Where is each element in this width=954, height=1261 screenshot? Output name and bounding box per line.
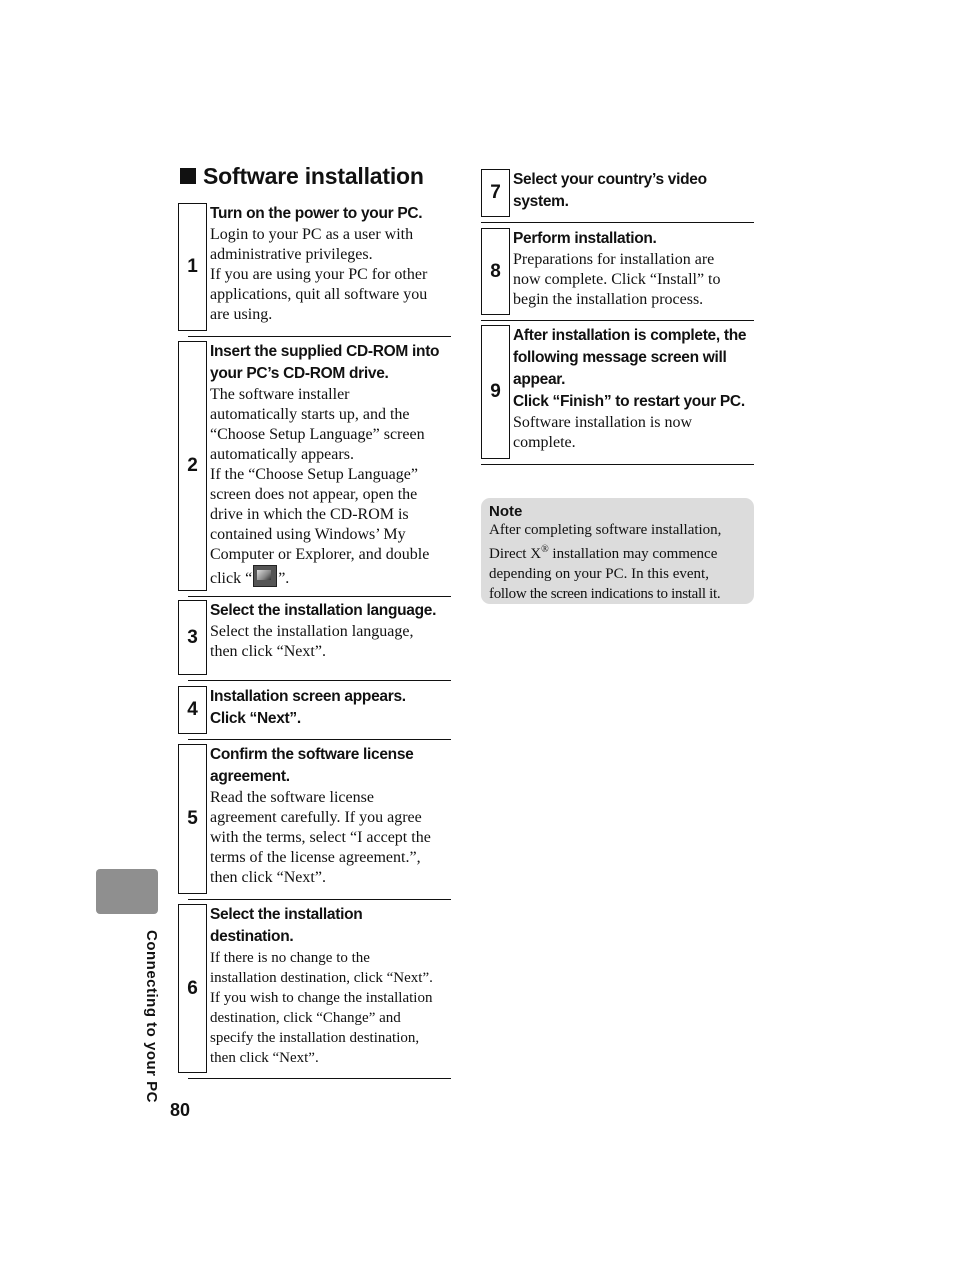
step-8 (481, 228, 754, 315)
section-label: Connecting to your PC (143, 930, 160, 1103)
step-heading: Confirm the software license agreement. (210, 746, 414, 785)
note-box (481, 498, 754, 604)
step-heading: Perform installation. (513, 230, 657, 247)
divider (481, 222, 754, 223)
step-7 (481, 169, 754, 217)
step-body: If there is no change to the installation destination, click “Next”. If you wish to change the installation destination, click “Change” and specify the installation destination, then click “Next”. (210, 950, 433, 1066)
step-body: Preparations for installation are now complete. Click “Install” to begin the installation process. (513, 251, 721, 308)
section-tab (96, 869, 158, 914)
step-number: 1 (178, 203, 207, 331)
step-1 (178, 203, 451, 331)
cd-drive-icon (253, 565, 277, 587)
step-heading: Insert the supplied CD-ROM into your PC’s CD-ROM drive. (210, 343, 440, 382)
step-number: 8 (481, 228, 510, 315)
page-title: Software installation (180, 160, 424, 192)
step-heading: Select the installation destination. (210, 906, 363, 945)
divider (188, 596, 451, 597)
step-body: Select the installation language, then click “Next”. (210, 623, 414, 660)
step-heading: Select the installation language. (210, 602, 437, 619)
divider (188, 680, 451, 681)
step-5 (178, 744, 451, 894)
step-3 (178, 600, 451, 675)
step-number: 7 (481, 169, 510, 217)
title-square-icon (180, 168, 196, 184)
step-body: The software installer automatically starts up, and the “Choose Setup Language” screen automatically appears. If the “Choose Setup Language” screen does not appear, open the drive in which the CD-ROM is contained using Windows’ My Computer or Explorer, and double click “ ”. (210, 386, 430, 587)
step-4 (178, 686, 451, 734)
divider (188, 899, 451, 900)
step-number: 2 (178, 341, 207, 591)
step-6 (178, 904, 451, 1073)
step-number: 6 (178, 904, 207, 1073)
divider (481, 464, 754, 465)
step-heading: Select your country’s video system. (513, 171, 707, 210)
step-body: Software installation is now complete. (513, 414, 693, 451)
step-number: 4 (178, 686, 207, 734)
step-9 (481, 325, 754, 459)
note-title: Note (489, 503, 523, 520)
step-number: 3 (178, 600, 207, 675)
divider (188, 1078, 451, 1079)
page-number: 80 (170, 1100, 191, 1120)
step-number: 5 (178, 744, 207, 894)
step-heading: Installation screen appears. Click “Next”. (210, 688, 406, 727)
step-heading: After installation is complete, the following message screen will appear. Click “Finish” to restart your PC. (513, 327, 747, 410)
step-heading: Turn on the power to your PC. (210, 205, 423, 222)
step-2 (178, 341, 451, 591)
note-body: After completing software installation, Direct X® installation may commence depending on your PC. In this event, follow the screen indications to install it. (489, 522, 722, 602)
step-number: 9 (481, 325, 510, 459)
step-body: Read the software license agreement carefully. If you agree with the terms, select “I accept the terms of the license agreement.”, then click “Next”. (210, 789, 431, 886)
step-body: Login to your PC as a user with administrative privileges. If you are using your PC for other applications, quit all software you are using. (210, 226, 428, 323)
divider (188, 739, 451, 740)
divider (481, 320, 754, 321)
divider (188, 336, 451, 337)
